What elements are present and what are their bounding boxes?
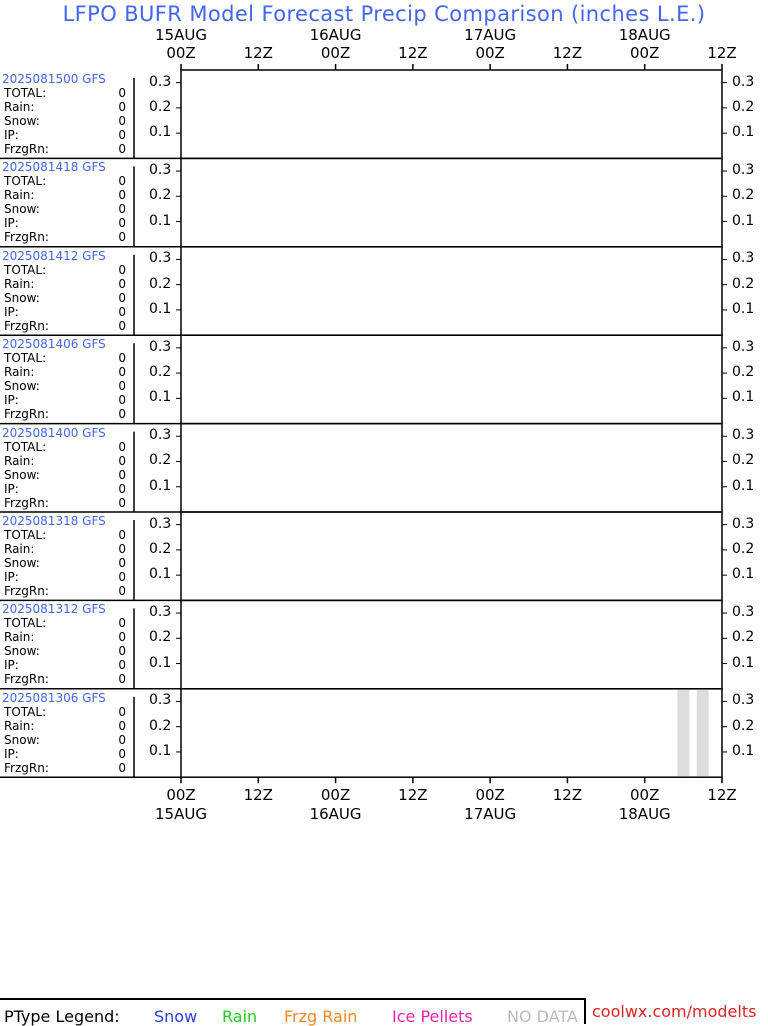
precip-total-value: 0	[118, 114, 126, 128]
y-tick-label-left: 0.1	[149, 477, 172, 494]
bottom-hour-label: 00Z	[166, 786, 196, 804]
model-run-label: 2025081306 GFS	[2, 690, 106, 705]
y-tick-label-left: 0.3	[149, 692, 172, 709]
precip-total-value: 0	[118, 202, 126, 217]
precip-total-value: 0	[118, 276, 126, 291]
precip-total-value: 0	[118, 142, 126, 156]
y-tick-label-right: 0.2	[732, 98, 755, 115]
y-tick-label-left: 0.3	[149, 338, 172, 355]
legend-frzg-rain: Frzg Rain	[284, 1007, 358, 1026]
precip-total-value: 0	[118, 704, 126, 719]
bottom-date-label: 18AUG	[618, 805, 671, 823]
precip-total-value: 0	[118, 290, 126, 305]
y-tick-label-left: 0.2	[149, 364, 172, 381]
y-tick-label-left: 0.3	[149, 515, 172, 532]
y-tick-label-right: 0.1	[732, 212, 755, 229]
precip-total-value: 0	[118, 746, 126, 761]
top-hour-label: 12Z	[398, 44, 428, 62]
top-date-label: 18AUG	[618, 26, 671, 44]
precip-type-label: Snow:	[4, 556, 40, 570]
model-run-label: 2025081406 GFS	[2, 337, 106, 352]
legend-prefix: PType Legend:	[4, 1007, 120, 1026]
top-hour-label: 00Z	[630, 44, 660, 62]
precip-total-value: 0	[118, 100, 126, 114]
y-tick-label-right: 0.2	[732, 275, 755, 292]
precip-total-value: 0	[118, 495, 126, 510]
legend-box	[0, 998, 586, 1024]
bottom-hour-label: 12Z	[707, 786, 737, 804]
credit-link[interactable]: coolwx.com/modelts	[592, 1002, 757, 1021]
precip-type-label: IP:	[4, 481, 19, 496]
precip-type-label: TOTAL:	[4, 439, 47, 454]
y-tick-label-right: 0.1	[732, 566, 755, 583]
bottom-date-label: 16AUG	[309, 805, 362, 823]
top-hour-label: 12Z	[243, 44, 273, 62]
bottom-date-label: 15AUG	[155, 805, 207, 823]
y-tick-label-right: 0.1	[732, 742, 755, 759]
y-tick-label-left: 0.1	[149, 742, 172, 759]
model-run-label: 2025081412 GFS	[2, 248, 106, 263]
precip-total-value: 0	[118, 570, 126, 584]
legend-no-data: NO DATA	[507, 1007, 578, 1026]
precip-total-value: 0	[118, 481, 126, 496]
model-run-label: 2025081418 GFS	[2, 160, 106, 175]
y-tick-label-right: 0.2	[732, 452, 755, 469]
panel-plot-frame	[181, 512, 722, 600]
top-hour-label: 00Z	[320, 44, 351, 62]
panel-plot-frame	[181, 600, 722, 688]
panel-plot-frame	[181, 689, 722, 777]
y-tick-label-right: 0.3	[732, 692, 755, 709]
precip-total-value: 0	[118, 760, 126, 775]
precip-total-value: 0	[118, 630, 126, 645]
precip-type-label: Snow:	[4, 732, 40, 747]
precip-type-label: TOTAL:	[4, 351, 47, 366]
y-tick-label-left: 0.3	[149, 427, 172, 444]
precip-type-label: FrzgRn:	[4, 495, 49, 510]
y-tick-label-right: 0.3	[732, 162, 755, 179]
precip-type-label: Rain:	[4, 188, 35, 203]
bottom-hour-label: 12Z	[552, 786, 583, 804]
y-tick-label-right: 0.3	[732, 604, 755, 621]
precip-type-label: FrzgRn:	[4, 318, 49, 333]
y-tick-label-right: 0.1	[732, 477, 755, 494]
precip-total-value: 0	[118, 644, 126, 659]
legend-snow: Snow	[154, 1007, 198, 1026]
precip-total-value: 0	[118, 216, 126, 231]
precip-total-value: 0	[118, 365, 126, 380]
precip-total-value: 0	[118, 407, 126, 422]
precip-type-label: TOTAL:	[4, 616, 47, 631]
y-tick-label-right: 0.2	[732, 364, 755, 381]
precip-total-value: 0	[118, 542, 126, 556]
precip-type-label: FrzgRn:	[4, 142, 49, 156]
precip-total-value: 0	[118, 718, 126, 733]
precip-type-label: FrzgRn:	[4, 760, 49, 775]
precip-type-label: Rain:	[4, 718, 35, 733]
model-run-label: 2025081400 GFS	[2, 425, 106, 440]
precip-total-value: 0	[118, 188, 126, 203]
precip-type-label: FrzgRn:	[4, 407, 49, 422]
precip-type-label: TOTAL:	[4, 86, 47, 100]
precip-type-label: IP:	[4, 304, 19, 319]
precip-total-value: 0	[118, 584, 126, 598]
panel-plot-frame	[181, 424, 722, 512]
precip-type-label: Rain:	[4, 453, 35, 468]
precip-type-label: IP:	[4, 393, 19, 408]
y-tick-label-left: 0.1	[149, 300, 172, 317]
precip-type-label: IP:	[4, 746, 19, 761]
precip-type-label: Snow:	[4, 114, 40, 128]
y-tick-label-left: 0.3	[149, 162, 172, 179]
bottom-hour-label: 12Z	[398, 786, 428, 804]
bottom-hour-label: 00Z	[475, 786, 505, 804]
precip-type-label: Rain:	[4, 100, 35, 114]
precip-type-label: TOTAL:	[4, 528, 47, 542]
panel-plot-frame	[181, 158, 722, 246]
precip-type-label: IP:	[4, 570, 19, 584]
y-tick-label-left: 0.2	[149, 452, 172, 469]
top-date-label: 16AUG	[309, 26, 362, 44]
top-date-label: 15AUG	[155, 26, 207, 44]
y-tick-label-right: 0.2	[732, 540, 755, 557]
bottom-hour-label: 00Z	[320, 786, 351, 804]
precip-total-value: 0	[118, 439, 126, 454]
panel-plot-frame	[181, 70, 722, 158]
precip-total-value: 0	[118, 453, 126, 468]
model-run-label: 2025081500 GFS	[2, 72, 106, 86]
model-run-label: 2025081312 GFS	[2, 602, 106, 617]
precip-type-label: TOTAL:	[4, 174, 47, 189]
precip-total-value: 0	[118, 230, 126, 245]
y-tick-label-right: 0.1	[732, 124, 755, 141]
precip-total-value: 0	[118, 379, 126, 394]
precip-total-value: 0	[118, 672, 126, 687]
y-tick-label-right: 0.1	[732, 300, 755, 317]
top-hour-label: 12Z	[707, 44, 737, 62]
legend-rain: Rain	[222, 1007, 258, 1026]
y-tick-label-left: 0.1	[149, 389, 172, 406]
precip-type-label: TOTAL:	[4, 262, 47, 277]
precip-type-label: Rain:	[4, 276, 35, 291]
y-tick-label-right: 0.3	[732, 515, 755, 532]
precip-type-label: Snow:	[4, 467, 40, 482]
y-tick-label-left: 0.2	[149, 629, 172, 646]
y-tick-label-left: 0.2	[149, 98, 172, 115]
y-tick-label-left: 0.3	[149, 250, 172, 267]
no-data-bar	[697, 690, 709, 776]
y-tick-label-left: 0.1	[149, 566, 172, 583]
y-tick-label-left: 0.2	[149, 540, 172, 557]
bottom-date-label: 17AUG	[464, 805, 517, 823]
y-tick-label-left: 0.2	[149, 187, 172, 204]
precip-type-label: Rain:	[4, 542, 35, 556]
precip-type-label: FrzgRn:	[4, 584, 49, 598]
chart-title: LFPO BUFR Model Forecast Precip Comparison (inches L.E.)	[62, 2, 706, 26]
precip-type-label: IP:	[4, 216, 19, 231]
bottom-hour-label: 12Z	[243, 786, 273, 804]
precip-total-value: 0	[118, 128, 126, 142]
precip-total-value: 0	[118, 528, 126, 542]
y-tick-label-right: 0.2	[732, 187, 755, 204]
precip-type-label: Rain:	[4, 365, 35, 380]
precip-total-value: 0	[118, 318, 126, 333]
top-hour-label: 12Z	[552, 44, 583, 62]
precip-type-label: IP:	[4, 128, 19, 142]
y-tick-label-right: 0.2	[732, 629, 755, 646]
precip-total-value: 0	[118, 351, 126, 366]
y-tick-label-right: 0.3	[732, 73, 755, 90]
precip-total-value: 0	[118, 616, 126, 631]
legend-ice-pellets: Ice Pellets	[392, 1007, 473, 1026]
precip-total-value: 0	[118, 732, 126, 747]
y-tick-label-right: 0.1	[732, 389, 755, 406]
y-tick-label-right: 0.2	[732, 717, 755, 734]
y-tick-label-right: 0.3	[732, 338, 755, 355]
bottom-hour-label: 00Z	[630, 786, 660, 804]
y-tick-label-left: 0.2	[149, 275, 172, 292]
ptype-legend	[0, 996, 768, 1024]
precip-total-value: 0	[118, 262, 126, 277]
top-date-label: 17AUG	[464, 26, 517, 44]
y-tick-label-left: 0.1	[149, 124, 172, 141]
precip-total-value: 0	[118, 174, 126, 189]
precip-type-label: Snow:	[4, 379, 40, 394]
panel-plot-frame	[181, 247, 722, 335]
y-tick-label-left: 0.1	[149, 654, 172, 671]
y-tick-label-left: 0.3	[149, 73, 172, 90]
y-tick-label-left: 0.2	[149, 717, 172, 734]
no-data-bar	[677, 690, 689, 776]
precip-total-value: 0	[118, 304, 126, 319]
top-hour-label: 00Z	[475, 44, 505, 62]
y-tick-label-left: 0.3	[149, 604, 172, 621]
top-hour-label: 00Z	[166, 44, 196, 62]
y-tick-label-right: 0.3	[732, 427, 755, 444]
precip-total-value: 0	[118, 556, 126, 570]
precip-type-label: FrzgRn:	[4, 672, 49, 687]
precip-type-label: IP:	[4, 658, 19, 673]
precip-type-label: TOTAL:	[4, 704, 47, 719]
precip-total-value: 0	[118, 658, 126, 673]
y-tick-label-left: 0.1	[149, 212, 172, 229]
precip-total-value: 0	[118, 467, 126, 482]
precip-total-value: 0	[118, 393, 126, 408]
model-run-label: 2025081318 GFS	[2, 514, 106, 528]
precip-total-value: 0	[118, 86, 126, 100]
y-tick-label-right: 0.1	[732, 654, 755, 671]
precip-type-label: Snow:	[4, 290, 40, 305]
precip-type-label: FrzgRn:	[4, 230, 49, 245]
y-tick-label-right: 0.3	[732, 250, 755, 267]
panel-plot-frame	[181, 335, 722, 423]
precip-type-label: Snow:	[4, 202, 40, 217]
precip-type-label: Snow:	[4, 644, 40, 659]
precip-type-label: Rain:	[4, 630, 35, 645]
